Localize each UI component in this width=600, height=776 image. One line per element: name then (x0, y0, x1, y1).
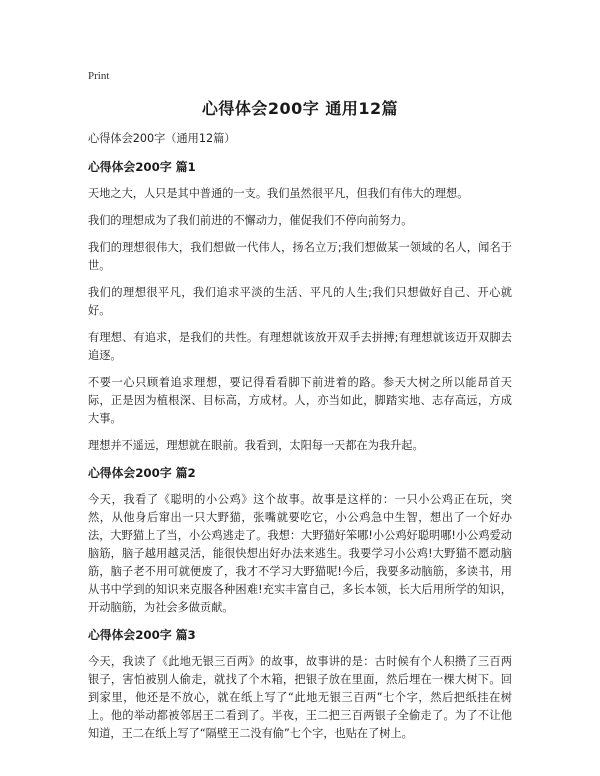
paragraph: 今天，我读了《此地无银三百两》的故事，故事讲的是：古时候有个人积攒了三百两银子，害怕被别人偷走，就找了个木箱，把银子放在里面，然后埋在一棵大树下。回到家里，他还是不放心，就在纸上写了“此地无银三百两”七个字，然后把纸挂在树上。他的举动都被邻居王二看到了。半夜，王二把三百两银子全偷走了。为了不让他知道，王二在纸上写了“隔壁王二没有偷”七个字，也贴在了树上。 (88, 655, 512, 740)
article-subtitle: 心得体会200字（通用12篇） (88, 132, 236, 145)
section-heading: 心得体会200字 篇1 (88, 160, 196, 174)
paragraph: 今天，我看了《聪明的小公鸡》这个故事。故事是这样的：一只小公鸡正在玩，突然，从他身后窜出一只大野猫，张嘴就要吃它，小公鸡急中生智，想出了一个好办法，大野猫上了当，小公鸡逃走了。我想：大野猫好笨哪!小公鸡好聪明哪!小公鸡爱动脑筋，脑子越用越灵活，能很快想出好办法来逃生。我要学习小公鸡!大野猫不愿动脑筋，脑子老不用可就便废了，我才不学习大野猫呢!今后，我要多动脑筋，多读书，用从书中学到的知识来克服各种困难!充实丰富自己，多长本领，长大后用所学的知识，开动脑筋，为社会多做贡献。 (88, 493, 512, 614)
paragraph: 有理想、有追求，是我们的共性。有理想就该放开双手去拼搏;有理想就该迈开双脚去追逐。 (88, 331, 512, 362)
section-heading: 心得体会200字 篇2 (88, 466, 196, 480)
paragraph: 我们的理想成为了我们前进的不懈动力，催促我们不停向前努力。 (88, 214, 413, 227)
section-3 (88, 626, 512, 743)
article-body (88, 130, 512, 752)
page-title: 心得体会200字 通用12篇 (201, 99, 399, 118)
paragraph: 不要一心只顾着追求理想，要记得看看脚下前进着的路。参天大树之所以能昂首天际，正是因为植根深、目标高，方成材。人，亦当如此，脚踏实地、志存高远，方成大事。 (88, 376, 512, 425)
paragraph: 理想并不遥远，理想就在眼前。我看到，太阳每一天都在为我升起。 (88, 439, 424, 452)
paragraph: 我们的理想很伟大，我们想做一代伟人，扬名立万;我们想做某一领域的名人，闻名于世。 (88, 241, 512, 272)
print-link[interactable]: Print (88, 70, 110, 82)
section-2 (88, 464, 512, 617)
section-1 (88, 158, 512, 455)
paragraph: 天地之大，人只是其中普通的一支。我们虽然很平凡，但我们有伟大的理想。 (88, 187, 469, 200)
section-heading: 心得体会200字 篇3 (88, 628, 196, 642)
paragraph: 我们的理想很平凡，我们追求平淡的生活、平凡的人生;我们只想做好自己、开心就好。 (88, 286, 512, 317)
